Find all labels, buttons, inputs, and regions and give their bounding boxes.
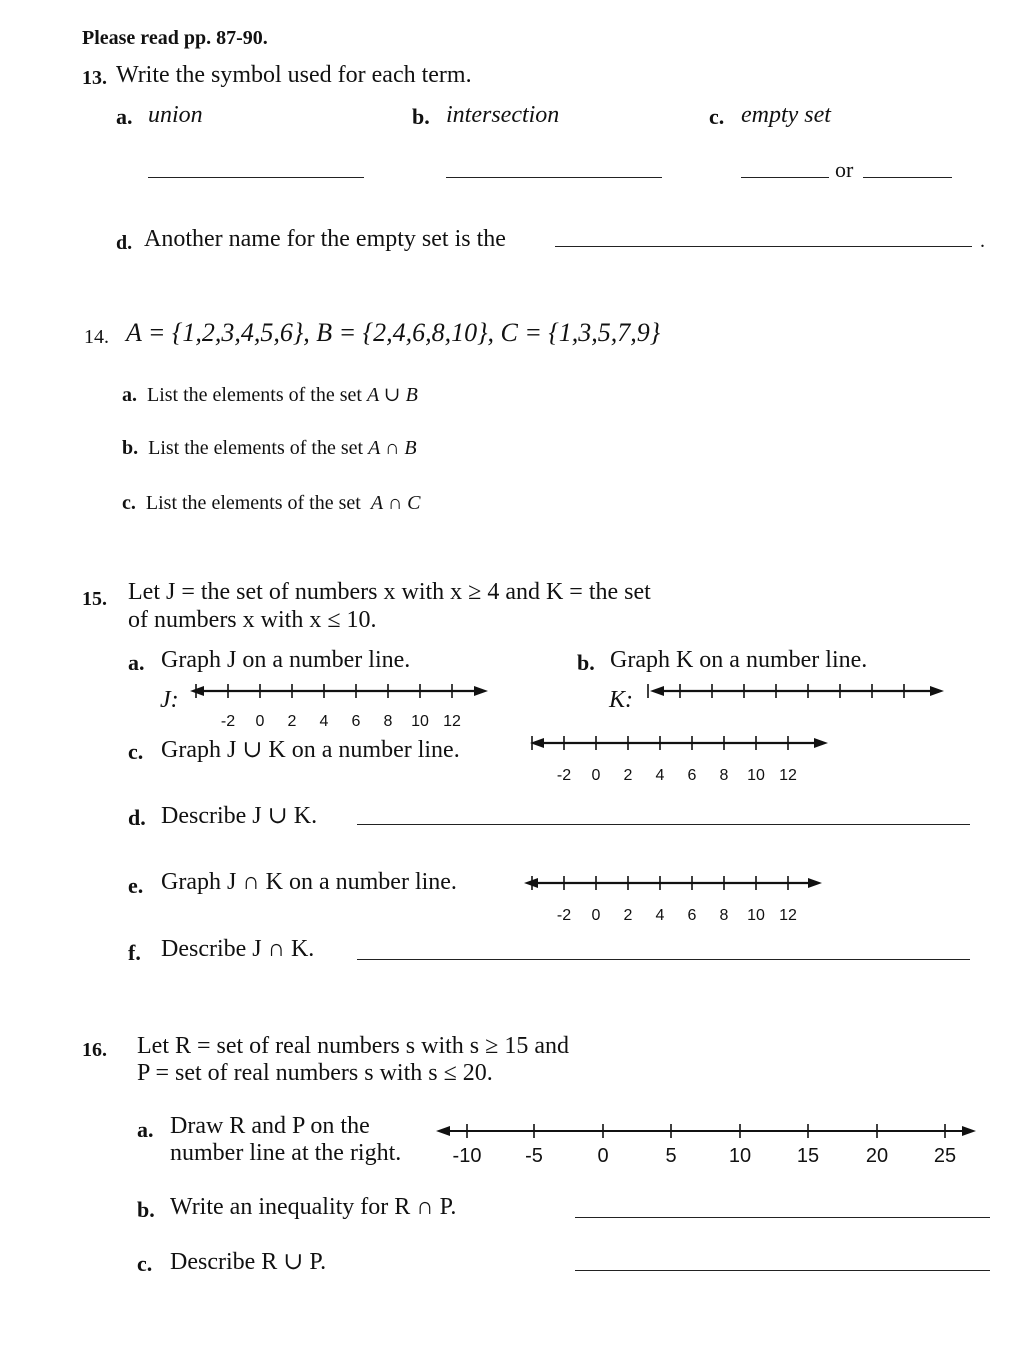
tick-label: 2 bbox=[623, 767, 633, 784]
item-label-c: c. bbox=[137, 1251, 153, 1276]
item-text-c: Graph J ∪ K on a number line. bbox=[161, 737, 460, 763]
item-label-c: c. bbox=[709, 104, 725, 129]
question-number: 16. bbox=[82, 1039, 107, 1061]
item-label-a: a. bbox=[128, 650, 145, 675]
number-line-label-k: K: bbox=[609, 687, 633, 713]
left-arrow bbox=[524, 878, 538, 888]
term-union: union bbox=[148, 102, 203, 128]
item-text: List the elements of the set bbox=[145, 492, 361, 514]
question-14b bbox=[122, 437, 417, 460]
tick-label: 2 bbox=[287, 713, 297, 730]
answer-blank-13b[interactable] bbox=[446, 177, 662, 178]
item-label-a: a. bbox=[137, 1117, 154, 1142]
answer-blank-13c-1[interactable] bbox=[741, 177, 829, 178]
tick-label: -2 bbox=[220, 713, 236, 730]
tick-label: 2 bbox=[623, 907, 633, 924]
question-line-1: Let R = set of real numbers s with s ≥ 15 and bbox=[137, 1033, 569, 1059]
item-label-b: b. bbox=[412, 104, 430, 129]
tick-label: 6 bbox=[687, 767, 697, 784]
tick-label: 12 bbox=[779, 907, 797, 924]
item-text-d: Describe J ∪ K. bbox=[161, 803, 318, 829]
answer-blank-16c[interactable] bbox=[575, 1270, 990, 1271]
tick-label: 4 bbox=[655, 907, 665, 924]
left-arrow bbox=[650, 686, 664, 696]
set-definitions: A = {1,2,3,4,5,6}, B = {2,4,6,8,10}, C = {1,3,5,7,9} bbox=[126, 318, 661, 347]
answer-blank-16b[interactable] bbox=[575, 1217, 990, 1218]
item-text-c: Describe R ∪ P. bbox=[170, 1249, 327, 1275]
item-label-f: f. bbox=[128, 940, 141, 965]
reading-instruction: Please read pp. 87-90. bbox=[82, 27, 268, 49]
tick-label: 8 bbox=[719, 907, 729, 924]
or-text: or bbox=[835, 157, 854, 182]
tick-label: 0 bbox=[255, 713, 265, 730]
answer-blank-15d[interactable] bbox=[357, 824, 970, 825]
answer-blank-15f[interactable] bbox=[357, 959, 970, 960]
number-line-intersection[interactable] bbox=[524, 870, 824, 926]
tick-label: 4 bbox=[319, 713, 329, 730]
term-intersection: intersection bbox=[446, 102, 560, 128]
period: . bbox=[980, 230, 985, 252]
tick-label: 10 bbox=[747, 907, 765, 924]
item-text: List the elements of the set bbox=[148, 437, 364, 459]
tick-label: 15 bbox=[796, 1145, 820, 1167]
number-line-r-p[interactable] bbox=[436, 1118, 978, 1176]
question-14a bbox=[122, 382, 418, 407]
question-line-1: Let J = the set of numbers x with x ≥ 4 and K = the set bbox=[128, 579, 651, 605]
right-arrow bbox=[474, 686, 488, 696]
set-expression: A ∩ B bbox=[368, 437, 417, 459]
item-text-b: Graph K on a number line. bbox=[610, 647, 868, 673]
item-label-d: d. bbox=[116, 232, 133, 254]
item-label-d: d. bbox=[128, 805, 146, 830]
set-expression: A ∪ B bbox=[366, 384, 418, 406]
item-text-b: Write an inequality for R ∩ P. bbox=[170, 1194, 457, 1220]
tick-label: 6 bbox=[351, 713, 361, 730]
left-arrow bbox=[190, 686, 204, 696]
question-14c bbox=[122, 492, 420, 515]
right-arrow bbox=[808, 878, 822, 888]
tick-label: 0 bbox=[591, 907, 601, 924]
tick-label: 12 bbox=[443, 713, 461, 730]
question-prompt: Write the symbol used for each term. bbox=[116, 62, 472, 88]
number-line-k[interactable] bbox=[650, 678, 946, 708]
item-label-e: e. bbox=[128, 873, 144, 898]
term-empty-set: empty set bbox=[741, 102, 831, 128]
item-label-a: a. bbox=[116, 104, 133, 129]
tick-label: -5 bbox=[525, 1145, 543, 1167]
question-number: 14. bbox=[84, 326, 109, 348]
item-label-c: c. bbox=[122, 492, 136, 514]
answer-blank-13a[interactable] bbox=[148, 177, 364, 178]
tick-label: 10 bbox=[411, 713, 429, 730]
item-text-a: Graph J on a number line. bbox=[161, 647, 411, 673]
tick-label: 6 bbox=[687, 907, 697, 924]
question-13d-text: Another name for the empty set is the bbox=[144, 226, 506, 252]
tick-label: 8 bbox=[719, 767, 729, 784]
question-line-2: P = set of real numbers s with s ≤ 20. bbox=[137, 1060, 493, 1086]
tick-label: 4 bbox=[655, 767, 665, 784]
tick-label: -2 bbox=[556, 907, 572, 924]
left-arrow bbox=[436, 1126, 450, 1136]
question-line-2: of numbers x with x ≤ 10. bbox=[128, 607, 377, 633]
question-number: 13. bbox=[82, 67, 107, 89]
item-label-c: c. bbox=[128, 739, 144, 764]
answer-blank-13c-2[interactable] bbox=[863, 177, 952, 178]
answer-blank-13d[interactable] bbox=[555, 246, 972, 247]
tick-label: 10 bbox=[728, 1145, 752, 1167]
tick-label: 12 bbox=[779, 767, 797, 784]
item-label-a: a. bbox=[122, 384, 137, 406]
number-line-label-j: J: bbox=[160, 687, 179, 713]
question-number: 15. bbox=[82, 588, 107, 610]
item-text: List the elements of the set bbox=[147, 384, 362, 406]
number-line-j[interactable] bbox=[190, 678, 490, 732]
item-label-b: b. bbox=[577, 650, 595, 675]
tick-label: -10 bbox=[452, 1145, 482, 1167]
tick-label: 10 bbox=[747, 767, 765, 784]
right-arrow bbox=[814, 738, 828, 748]
item-text-f: Describe J ∩ K. bbox=[161, 936, 315, 962]
right-arrow bbox=[930, 686, 944, 696]
item-text-e: Graph J ∩ K on a number line. bbox=[161, 869, 457, 895]
right-arrow bbox=[962, 1126, 976, 1136]
set-expression: A ∩ C bbox=[370, 492, 421, 514]
item-label-b: b. bbox=[122, 437, 139, 459]
item-text-a-line-1: Draw R and P on the bbox=[170, 1113, 370, 1139]
tick-label: 5 bbox=[665, 1145, 677, 1167]
tick-label: 25 bbox=[933, 1145, 957, 1167]
tick-label: 0 bbox=[591, 767, 601, 784]
item-label-b: b. bbox=[137, 1197, 155, 1222]
number-line-union[interactable] bbox=[530, 730, 830, 786]
tick-label: 8 bbox=[383, 713, 393, 730]
item-text-a-line-2: number line at the right. bbox=[170, 1140, 402, 1166]
tick-label: 0 bbox=[597, 1145, 609, 1167]
tick-label: -2 bbox=[556, 767, 572, 784]
tick-label: 20 bbox=[865, 1145, 889, 1167]
